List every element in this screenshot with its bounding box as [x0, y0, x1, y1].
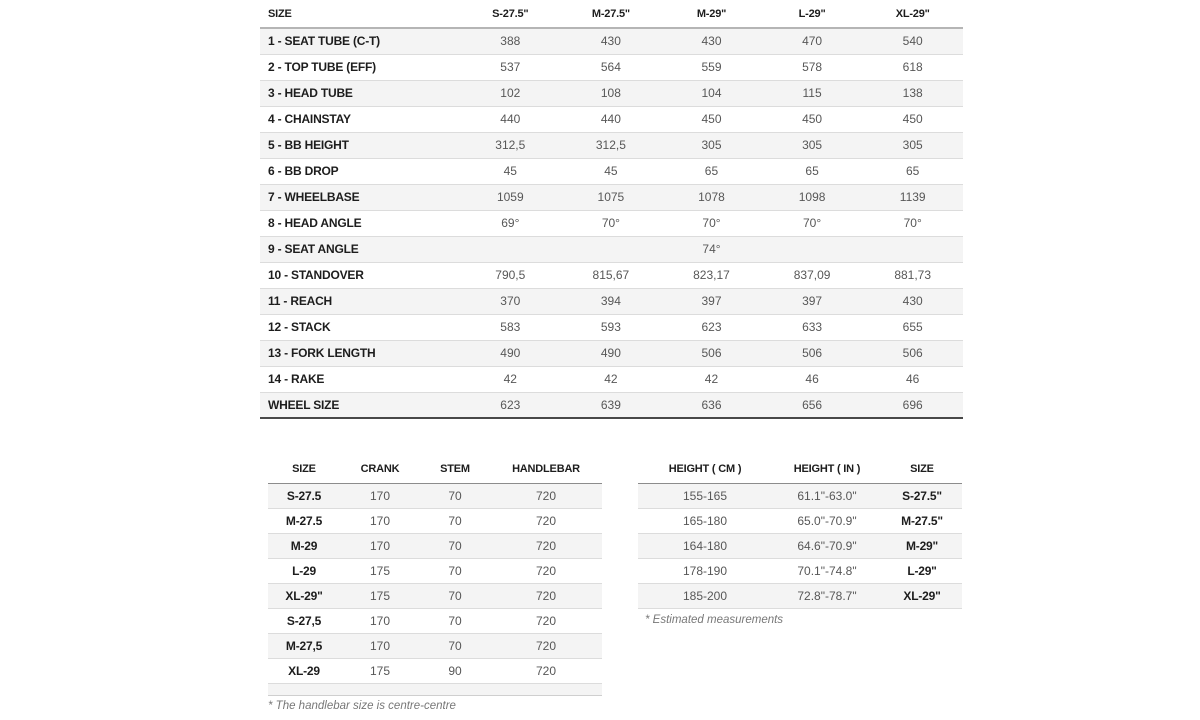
row-label: M-27.5: [285, 513, 323, 528]
table-row: [638, 508, 962, 533]
cell-value: 70°: [702, 216, 721, 230]
table-row: [638, 558, 962, 583]
table-row: [260, 132, 963, 158]
header-row: [268, 455, 602, 483]
cell-value: 70°: [903, 216, 922, 230]
row-label: S-27,5: [286, 613, 322, 628]
cell-value: 470: [802, 34, 823, 49]
cell-value: 450: [701, 112, 722, 126]
cell-value: 170: [369, 488, 391, 503]
table-row: [268, 533, 602, 558]
cell-value: 42: [503, 372, 517, 386]
cell-value: 633: [802, 320, 823, 334]
cell-value: 305: [802, 138, 823, 152]
column-header: SIZE: [882, 455, 962, 483]
cell-value: 815,67: [592, 268, 630, 282]
cell-value: 388: [500, 34, 521, 49]
row-label: 1 - SEAT TUBE (C-T): [268, 34, 380, 49]
cell-value: 440: [600, 112, 621, 126]
table-row: [260, 366, 963, 392]
cell-value: 65: [704, 164, 719, 178]
table-row: [268, 608, 602, 633]
table-row: [268, 558, 602, 583]
cell-value: 42: [604, 372, 618, 386]
cell-value: 61.1"-63.0": [797, 488, 857, 503]
cell-value: 506: [902, 346, 923, 360]
cell-value: XL-29": [903, 588, 941, 603]
cell-value: 115: [802, 86, 822, 100]
cell-value: 656: [802, 397, 823, 412]
cell-value: 430: [701, 34, 722, 49]
cell-value: 397: [701, 294, 722, 308]
row-label: 10 - STANDOVER: [268, 268, 364, 282]
cell-value: 138: [902, 86, 923, 100]
cell-value: 1075: [597, 190, 625, 204]
cell-value: 430: [902, 294, 923, 308]
cell-value: 312,5: [595, 138, 626, 152]
handlebar-footnote: * The handlebar size is centre-centre: [268, 700, 456, 712]
cell-value: 540: [902, 34, 923, 49]
cell-value: 450: [902, 112, 923, 126]
table-row: [260, 106, 963, 132]
row-label: S-27.5: [286, 488, 322, 503]
header-row: [638, 455, 962, 483]
table-row: [260, 288, 963, 314]
row-label: 7 - WHEELBASE: [268, 190, 360, 204]
cell-value: 70.1"-74.8": [797, 563, 857, 578]
cell-value: 70°: [601, 216, 620, 230]
cell-value: 394: [600, 294, 621, 308]
cell-value: 578: [802, 60, 823, 74]
table-row: [260, 28, 963, 54]
table-row: [260, 184, 963, 210]
row-label: 164-180: [682, 538, 728, 553]
components-table-header: [268, 455, 602, 483]
row-label: 5 - BB HEIGHT: [268, 138, 349, 152]
cell-value: 440: [500, 112, 521, 126]
cell-value: 623: [500, 397, 521, 412]
cell-value: 720: [535, 663, 557, 678]
cell-value: 618: [902, 60, 923, 74]
row-label: 165-180: [682, 513, 728, 528]
cell-value: 102: [500, 86, 521, 100]
cell-value: 450: [802, 112, 823, 126]
row-label: 2 - TOP TUBE (EFF): [268, 60, 376, 74]
column-header: HANDLEBAR: [490, 455, 602, 483]
cell-value: 564: [600, 60, 621, 74]
cell-value: 639: [600, 397, 621, 412]
geometry-table-body: [260, 28, 963, 418]
cell-value: 170: [369, 638, 391, 653]
cell-value: 720: [535, 563, 557, 578]
table-row: [638, 583, 962, 608]
cell-value: 175: [369, 588, 391, 603]
row-label: 4 - CHAINSTAY: [268, 112, 351, 126]
cell-value: 70: [448, 538, 462, 553]
cell-value: 46: [805, 372, 819, 386]
cell-value: 636: [701, 397, 722, 412]
cell-value: 623: [701, 320, 722, 334]
cell-value: 655: [902, 320, 923, 334]
row-label: 3 - HEAD TUBE: [268, 86, 353, 100]
cell-value: 312,5: [495, 138, 526, 152]
cell-value: 720: [535, 588, 557, 603]
column-header: S-27.5": [460, 0, 561, 28]
cell-value: 104: [701, 86, 722, 100]
cell-value: 45: [604, 164, 618, 178]
cell-value: 430: [600, 34, 621, 49]
row-label: 11 - REACH: [268, 294, 333, 308]
cell-value: 46: [906, 372, 920, 386]
cell-value: 881,73: [894, 268, 932, 282]
cell-value: 65: [805, 164, 819, 178]
cell-value: M-29": [905, 538, 939, 553]
column-header: M-27.5": [561, 0, 662, 28]
cell-value: 559: [701, 60, 722, 74]
cell-value: 74°: [702, 242, 721, 256]
estimated-measurements-footnote: * Estimated measurements: [645, 614, 784, 626]
cell-value: 175: [369, 663, 391, 678]
sizing-table-header: [638, 455, 962, 483]
table-row: [260, 54, 963, 80]
cell-value: 583: [500, 320, 521, 334]
header-row: [260, 0, 963, 28]
cell-value: 170: [369, 538, 391, 553]
column-header: L-29": [762, 0, 863, 28]
cell-value: 90: [448, 663, 462, 678]
cell-value: 593: [600, 320, 621, 334]
cell-value: 397: [802, 294, 823, 308]
cell-value: 537: [500, 60, 521, 74]
cell-value: 837,09: [793, 268, 831, 282]
cell-value: 65: [906, 164, 920, 178]
row-label: 155-165: [682, 488, 728, 503]
table-row: [268, 583, 602, 608]
column-header: HEIGHT ( IN ): [772, 455, 882, 483]
column-header: M-29": [661, 0, 762, 28]
row-label: 9 - SEAT ANGLE: [268, 242, 359, 256]
cell-value: 64.6"-70.9": [797, 538, 857, 553]
table-row: [260, 158, 963, 184]
row-label: 12 - STACK: [268, 320, 331, 334]
row-label: XL-29: [288, 663, 320, 678]
column-header: HEIGHT ( CM ): [638, 455, 772, 483]
table-row: [638, 483, 962, 508]
cell-value: M-27.5": [901, 513, 943, 528]
cell-value: 1078: [698, 190, 725, 204]
column-header: SIZE: [260, 0, 460, 28]
column-header: XL-29": [862, 0, 963, 28]
cell-value: 720: [535, 488, 557, 503]
cell-value: 720: [535, 638, 557, 653]
table-row: [260, 210, 963, 236]
cell-value: 72.8"-78.7": [797, 588, 857, 603]
column-header: CRANK: [340, 455, 420, 483]
spacer-row: [268, 683, 602, 695]
cell-value: 823,17: [693, 268, 730, 282]
cell-value: 70: [448, 488, 462, 503]
row-label: 8 - HEAD ANGLE: [268, 216, 362, 230]
geometry-table-header: [260, 0, 963, 28]
row-label: 14 - RAKE: [268, 372, 325, 386]
cell-value: 170: [369, 613, 391, 628]
sizing-table-body: [638, 483, 962, 608]
table-row: [638, 533, 962, 558]
cell-value: 70: [448, 638, 462, 653]
cell-value: 506: [802, 346, 823, 360]
geometry-table: [260, 0, 963, 419]
row-label: M-29: [290, 538, 318, 553]
row-label: 6 - BB DROP: [268, 164, 339, 178]
row-label: WHEEL SIZE: [268, 397, 340, 412]
table-row: [260, 262, 963, 288]
cell-value: 506: [701, 346, 722, 360]
row-label: L-29: [292, 563, 316, 578]
table-row: [260, 392, 963, 418]
table-row: [268, 508, 602, 533]
cell-value: 108: [600, 86, 621, 100]
cell-value: 790,5: [495, 268, 526, 282]
table-row: [268, 658, 602, 683]
cell-value: 305: [902, 138, 923, 152]
cell-value: 70: [448, 563, 462, 578]
cell-value: 490: [600, 346, 621, 360]
table-row: [268, 483, 602, 508]
cell-value: 69°: [501, 216, 520, 230]
cell-value: 45: [503, 164, 517, 178]
cell-value: 70°: [803, 216, 822, 230]
table-row: [268, 633, 602, 658]
cell-value: S-27.5": [902, 488, 942, 503]
cell-value: 175: [369, 563, 391, 578]
cell-value: 170: [369, 513, 391, 528]
cell-value: 42: [704, 372, 719, 386]
cell-value: 70: [448, 588, 462, 603]
table-row: [260, 340, 963, 366]
components-table: [268, 455, 602, 696]
cell-value: 720: [535, 613, 557, 628]
row-label: 185-200: [682, 588, 728, 603]
cell-value: 65.0"-70.9": [797, 513, 857, 528]
cell-value: 1139: [899, 190, 926, 204]
table-row: [260, 314, 963, 340]
cell-value: 696: [902, 397, 923, 412]
row-label: M-27,5: [285, 638, 323, 653]
row-label: XL-29": [285, 588, 323, 603]
sizing-table: [638, 455, 962, 609]
table-row: [260, 80, 963, 106]
cell-value: 370: [500, 294, 521, 308]
table-row: [260, 236, 963, 262]
cell-value: 70: [448, 513, 462, 528]
components-table-body: [268, 483, 602, 695]
cell-value: 1059: [496, 190, 524, 204]
cell-value: 1098: [798, 190, 826, 204]
cell-value: 305: [701, 138, 722, 152]
cell-value: 720: [535, 513, 557, 528]
cell-value: 720: [535, 538, 557, 553]
row-label: 13 - FORK LENGTH: [268, 346, 376, 360]
column-header: SIZE: [268, 455, 340, 483]
row-label: 178-190: [682, 563, 728, 578]
column-header: STEM: [420, 455, 490, 483]
cell-value: L-29": [907, 563, 937, 578]
cell-value: 70: [448, 613, 462, 628]
cell-value: 490: [500, 346, 521, 360]
